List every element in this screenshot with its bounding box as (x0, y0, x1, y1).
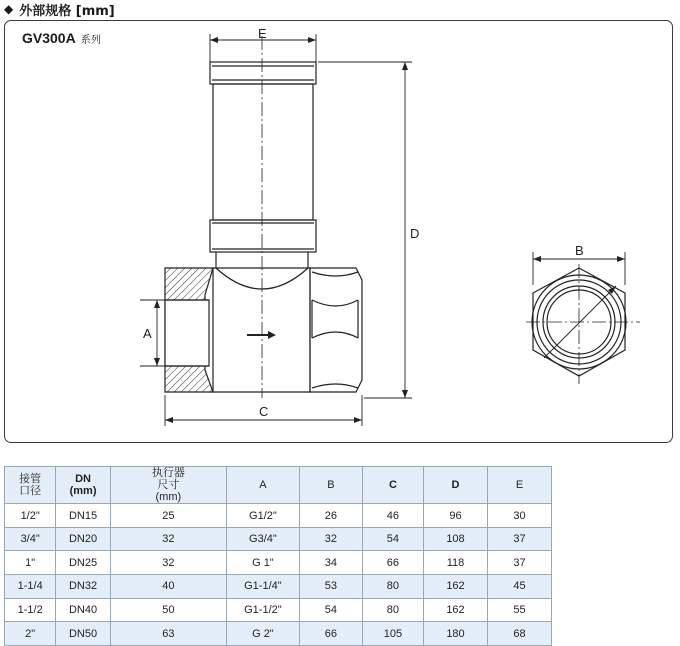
cell-a: G1-1/2" (226, 598, 299, 622)
cell-e: 37 (488, 527, 552, 551)
table-row (5, 527, 552, 551)
actuator-ring (210, 220, 316, 252)
cell-a: G 2" (226, 622, 299, 646)
cell-a: G3/4" (226, 527, 299, 551)
cell-c: 80 (362, 598, 423, 622)
cell-port-size: 1/2" (5, 504, 56, 528)
cell-d: 108 (423, 527, 487, 551)
cell-c: 80 (362, 575, 423, 599)
dimension-e-label: E (258, 26, 267, 41)
table-header-row (5, 467, 552, 504)
cell-actuator-size: 32 (110, 527, 226, 551)
dimension-d-label: D (410, 226, 420, 241)
dimension-b-label: B (575, 243, 584, 258)
actuator-body (213, 84, 313, 220)
section-heading-text: 外部规格 [mm] (19, 3, 115, 19)
cell-c: 66 (362, 551, 423, 575)
cell-b: 32 (299, 527, 362, 551)
actuator-cap (210, 62, 316, 84)
col-header-a: A (226, 467, 299, 504)
cell-d: 180 (423, 622, 487, 646)
cell-e: 30 (488, 504, 552, 528)
cell-e: 68 (488, 622, 552, 646)
cell-actuator-size: 25 (110, 504, 226, 528)
cell-dn: DN20 (56, 527, 110, 551)
table-row (5, 551, 552, 575)
cell-port-size: 2" (5, 622, 56, 646)
cell-a: G1/2" (226, 504, 299, 528)
cell-c: 46 (362, 504, 423, 528)
table-row (5, 504, 552, 528)
cell-b: 34 (299, 551, 362, 575)
series-suffix: 系列 (80, 35, 101, 46)
cell-d: 96 (423, 504, 487, 528)
dimension-a-label: A (143, 326, 152, 341)
cell-port-size: 1-1/4 (5, 575, 56, 599)
cell-dn: DN50 (56, 622, 110, 646)
cell-b: 54 (299, 598, 362, 622)
cell-dn: DN15 (56, 504, 110, 528)
col-header-e: E (488, 467, 552, 504)
table-row (5, 575, 552, 599)
cell-d: 118 (423, 551, 487, 575)
valve-body (213, 268, 310, 392)
outlet-nut (310, 268, 362, 392)
col-header-d: D (423, 467, 487, 504)
table-row (5, 622, 552, 646)
cell-b: 53 (299, 575, 362, 599)
cell-e: 37 (488, 551, 552, 575)
col-header-port-size: 接管 口径 (5, 467, 56, 504)
cell-port-size: 1" (5, 551, 56, 575)
table-row (5, 598, 552, 622)
dimension-table (4, 466, 552, 646)
cell-c: 105 (362, 622, 423, 646)
col-header-c: C (362, 467, 423, 504)
cell-c: 54 (362, 527, 423, 551)
col-header-actuator-size: 执行器 尺寸 (mm) (110, 467, 226, 504)
cell-dn: DN40 (56, 598, 110, 622)
cell-b: 66 (299, 622, 362, 646)
diamond-bullet-icon: ◆ (4, 2, 14, 16)
model-name: GV300A (22, 30, 76, 46)
cell-port-size: 1-1/2 (5, 598, 56, 622)
dimension-c-label: C (259, 404, 269, 419)
cell-actuator-size: 32 (110, 551, 226, 575)
cell-d: 162 (423, 598, 487, 622)
cell-d: 162 (423, 575, 487, 599)
cell-dn: DN32 (56, 575, 110, 599)
cell-actuator-size: 50 (110, 598, 226, 622)
cell-b: 26 (299, 504, 362, 528)
cell-actuator-size: 40 (110, 575, 226, 599)
cell-a: G1-1/4" (226, 575, 299, 599)
cell-a: G 1" (226, 551, 299, 575)
cell-e: 55 (488, 598, 552, 622)
cell-e: 45 (488, 575, 552, 599)
cell-actuator-size: 63 (110, 622, 226, 646)
cell-dn: DN25 (56, 551, 110, 575)
cell-port-size: 3/4" (5, 527, 56, 551)
col-header-b: B (299, 467, 362, 504)
col-header-dn: DN (mm) (56, 467, 110, 504)
